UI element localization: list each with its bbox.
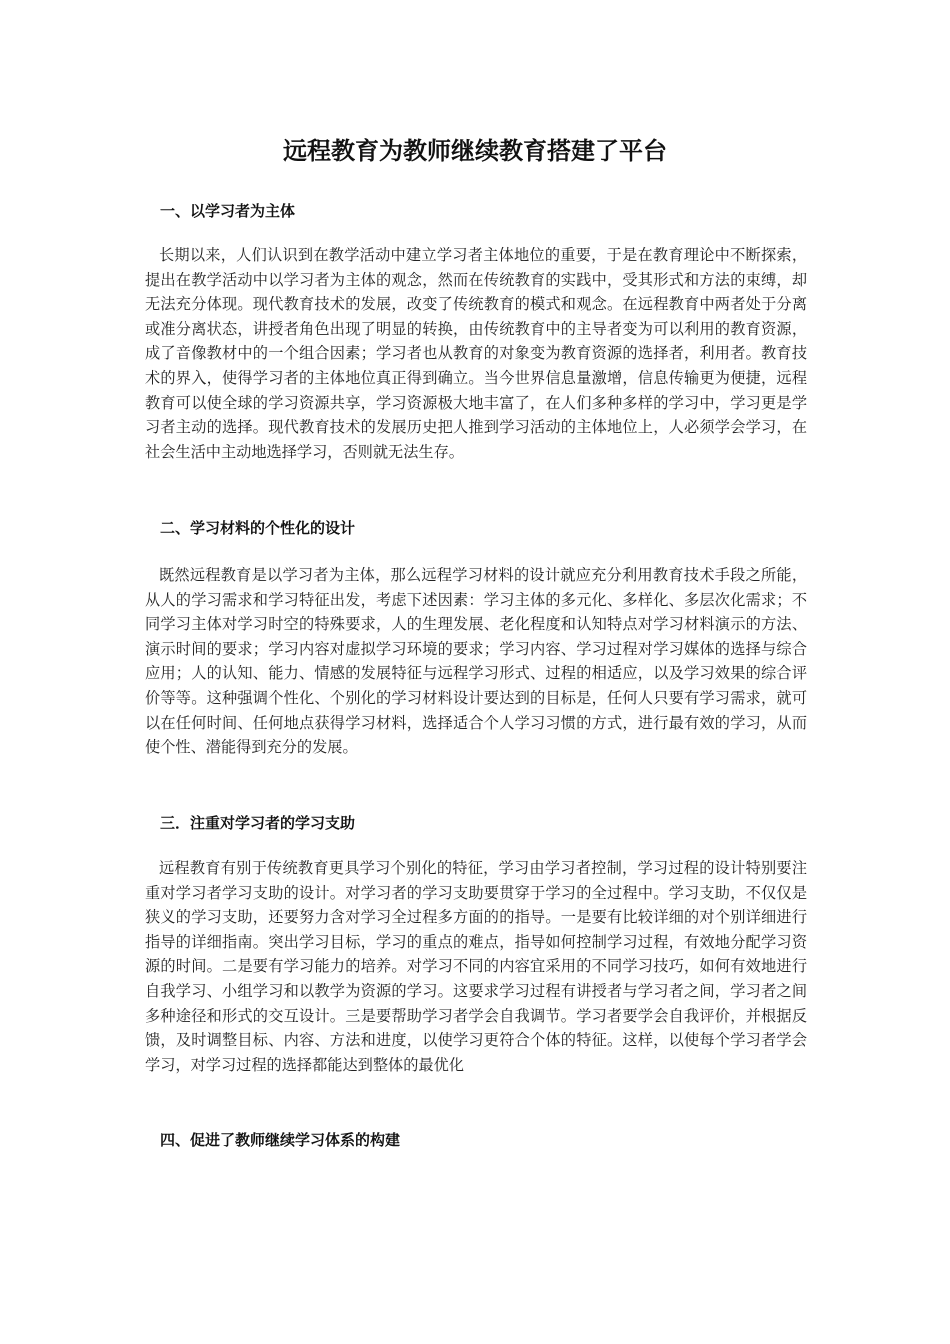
section-paragraph-1: 长期以来，人们认识到在教学活动中建立学习者主体地位的重要，于是在教育理论中不断探索，提出在教学活动中以学习者为主体的观念，然而在传统教育的实践中，受其形式和方法的束缚，却无法充分体现。现代教育技术的发展，改变了传统教育的模式和观念。在远程教育中两者处于分离或准分离状态，讲授者角色出现了明显的转换，由传统教育中的主导者变为可以利用的教育资源，成了音像教材中的一个组合因素；学习者也从教育的对象变为教育资源的选择者，利用者。教育技术的界入，使得学习者的主体地位真正得到确立。当今世界信息量激增，信息传输更为便捷，远程教育可以使全球的学习资源共享，学习资源极大地丰富了，在人们多种多样的学习中，学习更是学习者主动的选择。现代教育技术的发展历史把人推到学习活动的主体地位上，人必须学会学习，在社会生活中主动地选择学习，否则就无法生存。 [145,246,807,461]
section-heading-3: 三．注重对学习者的学习支助 [160,814,356,832]
section-heading-4: 四、促进了教师继续学习体系的构建 [160,1131,401,1149]
section-paragraph-3: 远程教育有别于传统教育更具学习个别化的特征，学习由学习者控制，学习过程的设计特别要注重对学习者学习支助的设计。对学习者的学习支助要贯穿于学习的全过程中。学习支助，不仅仅是狭义的学习支助，还要努力含对学习全过程多方面的的指导。一是要有比较详细的对个别详细进行指导的详细指南。突出学习目标，学习的重点的难点，指导如何控制学习过程，有效地分配学习资源的时间。二是要有学习能力的培养。对学习不同的内容宜采用的不同学习技巧，如何有效地进行自我学习、小组学习和以教学为资源的学习。这要求学习过程有讲授者与学习者之间，学习者之间多种途径和形式的交互设计。三是要帮助学习者学会自我调节。学习者要学会自我评价，并根据反馈，及时调整目标、内容、方法和进度，以使学习更符合个体的特征。这样，以使每个学习者学会学习，对学习过程的选择都能达到整体的最优化 [145,859,807,1074]
document-title: 远程教育为教师继续教育搭建了平台 [283,137,667,165]
section-paragraph-2: 既然远程教育是以学习者为主体，那么远程学习材料的设计就应充分利用教育技术手段之所能，从人的学习需求和学习特征出发，考虑下述因素：学习主体的多元化、多样化、多层次化需求；不同学习主体对学习时空的特殊要求，人的生理发展、老化程度和认知特点对学习材料演示的方法、演示时间的要求；学习内容对虚拟学习环境的要求；学习内容、学习过程对学习媒体的选择与综合应用；人的认知、能力、情感的发展特征与远程学习形式、过程的相适应，以及学习效果的综合评价等等。这种强调个性化、个别化的学习材料设计要达到的目标是，任何人只要有学习需求，就可以在任何时间、任何地点获得学习材料，选择适合个人学习习惯的方式，进行最有效的学习，从而使个性、潜能得到充分的发展。 [145,566,807,757]
section-heading-2: 二、学习材料的个性化的设计 [160,519,356,537]
section-heading-1: 一、以学习者为主体 [160,202,296,220]
